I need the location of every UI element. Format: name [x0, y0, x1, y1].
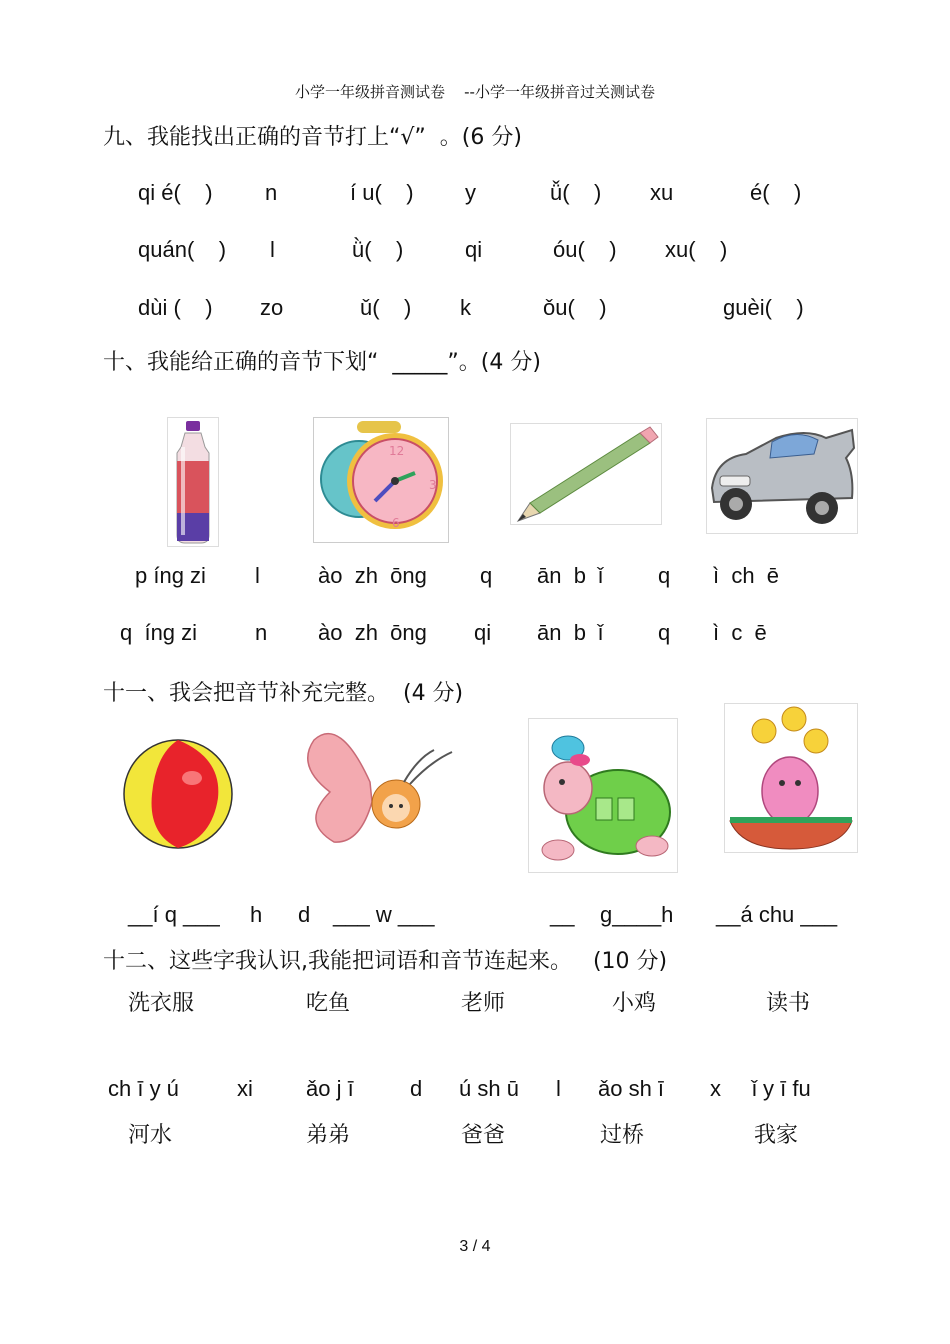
s12-pinyin-6: l — [556, 1076, 561, 1101]
s10-r1-c6: q — [658, 563, 671, 588]
s12-word-top-3: 老师 — [461, 991, 506, 1016]
svg-text:3: 3 — [429, 478, 437, 492]
s9-r3-c3: ǔ( ) — [360, 295, 412, 320]
s10-r1-c5: ān b ǐ — [537, 563, 604, 588]
page-number: 3 / 4 — [459, 1238, 491, 1255]
s9-r3-c5: ǒu( ) — [543, 295, 607, 320]
s9-r2-c3: ǜ( ) — [352, 237, 404, 262]
s12-pinyin-7: ǎo sh ī — [598, 1076, 665, 1101]
s10-r2-c2: n — [255, 620, 268, 645]
s10-r1-c1: p íng zi — [135, 563, 206, 588]
s12-word-top-4: 小鸡 — [612, 991, 657, 1016]
s10-r2-c5: ān b ǐ — [537, 620, 604, 645]
s12-word-bottom-4: 过桥 — [600, 1123, 645, 1148]
s9-r1-c4: y — [465, 180, 476, 205]
s10-r2-c1: q íng zi — [120, 620, 198, 645]
s11-blank-6: g____h — [600, 902, 674, 927]
s11-blank-3: d — [298, 902, 311, 927]
s9-r2-c2: l — [270, 237, 275, 262]
s11-blank-4: ___ w ___ — [333, 902, 435, 927]
section-10-title: 十、我能给正确的音节下划“ _____”。(4 分) — [103, 350, 541, 375]
section-9-title: 九、我能找出正确的音节打上“√” 。(6 分) — [103, 125, 522, 150]
s9-r1-c7: é( ) — [750, 180, 802, 205]
s10-r1-c3: ào zh ōng — [318, 563, 427, 588]
s10-r2-c3: ào zh ōng — [318, 620, 427, 645]
section-12-title: 十二、这些字我认识,我能把词语和音节连起来。 (10 分) — [103, 949, 668, 974]
s12-pinyin-4: d — [410, 1076, 423, 1101]
car-icon — [706, 418, 858, 534]
s12-pinyin-5: ú sh ū — [459, 1076, 519, 1101]
s9-r3-c6: guèi( ) — [723, 295, 804, 320]
s11-blank-7: __á chu ___ — [716, 902, 838, 927]
s9-r2-c4: qi — [465, 237, 483, 262]
s10-r1-c2: l — [255, 563, 260, 588]
s12-pinyin-8: x — [710, 1076, 721, 1101]
bottle-icon — [167, 417, 219, 547]
s12-word-top-2: 吃鱼 — [306, 991, 351, 1016]
s9-r3-c2: zo — [260, 295, 284, 320]
butterfly-icon — [300, 722, 460, 852]
boat-icon — [724, 703, 858, 853]
s9-r1-c6: xu — [650, 180, 674, 205]
turtle-icon — [528, 718, 678, 873]
s9-r1-c5: ǚ( ) — [550, 180, 602, 205]
s9-r2-c5: óu( ) — [553, 237, 617, 262]
s12-word-bottom-5: 我家 — [754, 1123, 799, 1148]
s10-r1-c4: q — [480, 563, 493, 588]
s9-r3-c1: dùi ( ) — [138, 295, 213, 320]
s12-pinyin-2: xi — [237, 1076, 253, 1101]
pencil-icon — [510, 423, 662, 525]
s12-pinyin-9: ǐ y ī fu — [752, 1076, 811, 1101]
s12-word-top-5: 读书 — [766, 991, 811, 1016]
s10-r2-c6: q — [658, 620, 671, 645]
s12-word-top-1: 洗衣服 — [128, 991, 195, 1016]
s9-r1-c1: qi é( ) — [138, 180, 213, 205]
ball-icon — [122, 738, 234, 850]
s11-blank-5: __ — [550, 902, 575, 927]
s9-r3-c4: k — [460, 295, 471, 320]
s9-r2-c6: xu( ) — [665, 237, 728, 262]
svg-text:12: 12 — [389, 444, 405, 458]
s11-blank-1: __í q ___ — [128, 902, 220, 927]
s12-word-bottom-3: 爸爸 — [461, 1123, 506, 1148]
page-header: 小学一年级拼音测试卷 --小学一年级拼音过关测试卷 — [295, 83, 655, 101]
s11-blank-2: h — [250, 902, 263, 927]
s12-pinyin-1: ch ī y ú — [108, 1076, 179, 1101]
svg-text:6: 6 — [392, 516, 400, 530]
s12-word-bottom-2: 弟弟 — [306, 1123, 351, 1148]
s10-r1-c7: ì ch ē — [713, 563, 780, 588]
section-11-title: 十一、我会把音节补充完整。 (4 分) — [103, 681, 464, 706]
s9-r1-c2: n — [265, 180, 278, 205]
s9-r2-c1: quán( ) — [138, 237, 227, 262]
s12-pinyin-3: ǎo j ī — [306, 1076, 354, 1101]
alarm-clock-icon — [313, 417, 449, 543]
s9-r1-c3: í u( ) — [350, 180, 414, 205]
s10-r2-c4: qi — [474, 620, 492, 645]
s10-r2-c7: ì c ē — [713, 620, 767, 645]
s12-word-bottom-1: 河水 — [128, 1123, 173, 1148]
